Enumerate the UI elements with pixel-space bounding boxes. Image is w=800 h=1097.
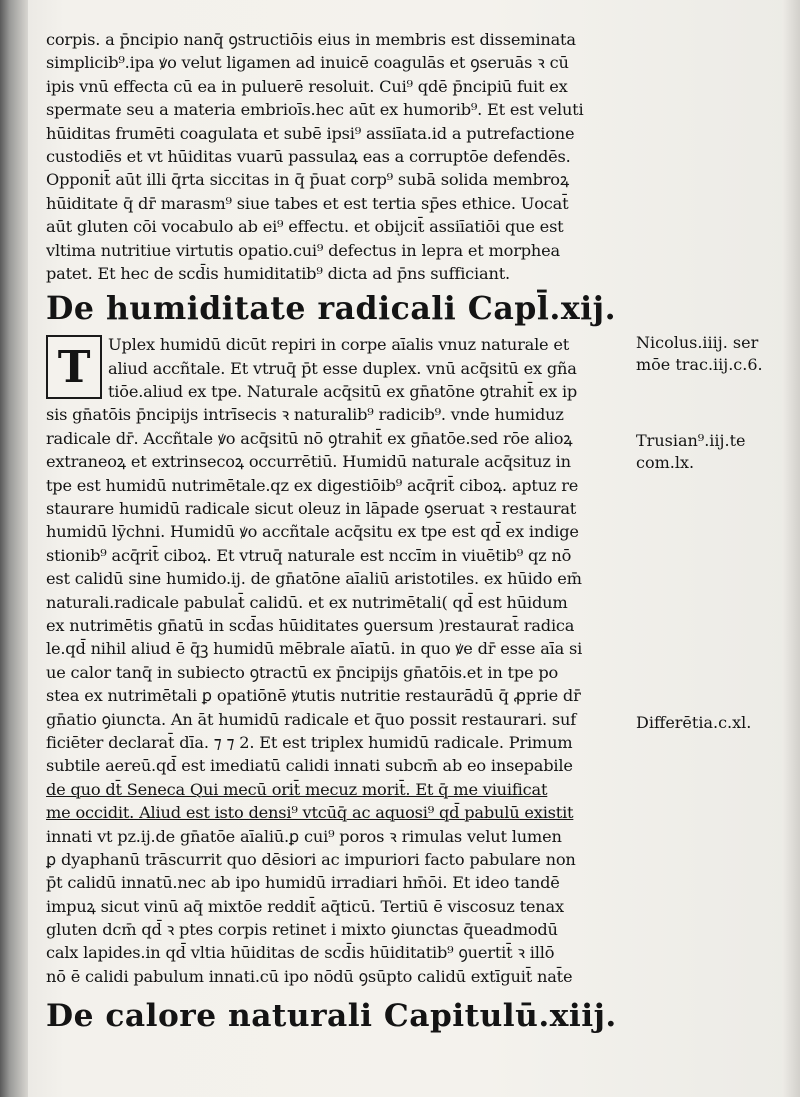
- body-line: impuꝝ sicut vinū aq̄ mixtōe reddit̄ aq̄ticū. Tertiū ē viscosuz tenax: [46, 896, 564, 916]
- body-line: sis gn̄atōis p̄ncipijs intrīsecis ꝛ naturalib⁹ radicib⁹. vnde humiduz: [46, 405, 564, 425]
- body-line: me occidit. Aliud est isto densi⁹ vtcūq̄ ac aquosi⁹ qd̄ pabulū existit: [46, 803, 574, 823]
- margin-note-line: Differētia.c.xl.: [636, 713, 752, 732]
- body-line: extraneoꝝ et extrinsecoꝝ occurrētiū. Humidū naturale acq̄situz in: [46, 452, 571, 472]
- chapter-body: [46, 333, 626, 988]
- body-line: stionib⁹ acq̄rit̄ ciboꝝ. Et vtruq̄ naturale est nccīm in viuētib⁹ qz nō: [46, 545, 572, 565]
- page-edge-shadow: [782, 0, 800, 1097]
- paragraph-line: corpis. a p̄ncipio nanq̄ ꝯstructiōis eius in membris est disseminata: [46, 30, 576, 49]
- paragraph-line: hūiditas frumēti coagulata et subē ipsi⁹ assiīata.id a putrefactione: [46, 123, 575, 143]
- body-line: ꝑ dyaphanū trāscurrit quo dēsiori ac impuriori facto pabulare non: [46, 849, 576, 869]
- paragraph-line: spermate seu a materia embrioīs.hec aūt ex humorib⁹. Et est veluti: [46, 100, 584, 120]
- body-line: radicale dr̄. Accñtale ꝟo acq̄sitū nō ꝯtrahit̄ ex gn̄atōe.sed rōe alioꝝ: [46, 428, 573, 448]
- body-line: Uplex humidū dicūt repiri in corpe aīalis vnuz naturale et: [108, 335, 570, 355]
- body-line: gluten dcm̄ qd̄ ꝛ ptes corpis retinet i mixto ꝯiunctas q̄ueadmodū: [46, 920, 558, 940]
- paragraph-top: [46, 28, 626, 285]
- paragraph-line: aūt gluten cōi vocabulo ab ei⁹ effectu. et obijcit̄ assiīatiōi que est: [46, 217, 564, 237]
- body-line: subtile aereū.qd̄ est imediatū calidi innati subcm̄ ab eo insepabile: [46, 756, 573, 776]
- body-line: p̄t calidū innatū.nec ab ipo humidū irradiari hm̄ōi. Et ideo tandē: [46, 873, 560, 893]
- paragraph-line: ipis vnū effecta cū ea in puluerē resoluit. Cui⁹ qdē p̄ncipiū fuit ex: [46, 76, 568, 96]
- paragraph-line: patet. Et hec de scd̄is humiditatib⁹ dicta ad p̄ns sufficiant.: [46, 263, 510, 283]
- body-line: aliud accñtale. Et vtruq̄ p̄t esse duplex. vnū acq̄sitū ex gña: [108, 358, 577, 378]
- margin-note-line: Nicolus.iiij. ser: [636, 333, 759, 352]
- body-line: ue calor tanq̄ in subiecto ꝯtractū ex p̄ncipijs gn̄atōis.et in tpe po: [46, 662, 559, 682]
- initial-letter: T: [46, 335, 102, 399]
- margin-note-differentia: [636, 712, 796, 734]
- body-line: tiōe.aliud ex tpe. Naturale acq̄sitū ex gn̄atōne ꝯtrahit̄ ex ip: [108, 382, 578, 402]
- body-line: stea ex nutrimētali ꝑ opatiōnē ꝟtutis nutritie restaurādū q̄ ꝓprie dr̄: [46, 686, 581, 706]
- paragraph-line: custodiēs et vt hūiditas vuarū passulaꝝ eas a corruptōe defendēs.: [46, 146, 571, 166]
- body-line: ficiēter declarat̄ dīa. ⁊ ⁊ 2. Et est triplex humidū radicale. Primum: [46, 732, 573, 752]
- paragraph-line: vltima nutritiue virtutis opatio.cui⁹ defectus in lepra et morphea: [46, 240, 560, 260]
- body-line: humidū lȳchni. Humidū ꝟo accñtale acq̄situ ex tpe est qd̄ ex indige: [46, 522, 579, 542]
- margin-note-trusianus: [636, 430, 796, 474]
- paragraph-line: simplicib⁹.ipa ꝟo velut ligamen ad inuicē coagulās et ꝯseruās ꝛ cū: [46, 53, 569, 73]
- chapter-heading-xii: De humiditate radicali Capl̄.xij.: [46, 290, 617, 328]
- body-line: le.qd̄ nihil aliud ē q̄ꝫ humidū mēbrale aīatū. in quo ꝟe dr̄ esse aīa si: [46, 639, 583, 659]
- body-line: de quo dt̄ Seneca Qui mecū orit̄ mecuz morit̄. Et q̄ me viuificat: [46, 779, 548, 799]
- body-line: gn̄atio ꝯiuncta. An āt humidū radicale et q̄uo possit restaurari. suf: [46, 709, 577, 729]
- margin-note-line: com.lx.: [636, 453, 695, 472]
- body-line: tpe est humidū nutrimētale.qz ex digestiōib⁹ acq̄rit̄ ciboꝝ. aptuz re: [46, 475, 579, 495]
- body-line: naturali.radicale pabulat̄ calidū. et ex nutrimētali( qd̄ est hūidum: [46, 592, 568, 612]
- margin-note-line: mōe trac.iij.c.6.: [636, 355, 763, 374]
- chapter-heading-xiii: De calore naturali Capitulū.xiij.: [46, 998, 617, 1035]
- body-line: staurare humidū radicale sicut oleuz in lāpade ꝯseruat ꝛ restaurat: [46, 499, 577, 519]
- text-column: [46, 28, 626, 1038]
- facing-page-edge: [0, 0, 28, 1097]
- body-line: est calidū sine humido.ij. de gn̄atōne aīaliū aristotiles. ex hūido em̄: [46, 569, 582, 589]
- margin-note-nicolus: [636, 332, 796, 376]
- margin-note-line: Trusian⁹.iij.te: [636, 431, 746, 450]
- body-line: calx lapides.in qd̄ vltia hūiditas de scd̄is hūiditatib⁹ ꝯuertit̄ ꝛ illō: [46, 943, 555, 963]
- body-line: innati vt pz.ij.de gn̄atōe aīaliū.ꝑ cui⁹ poros ꝛ rimulas velut lumen: [46, 826, 562, 846]
- paragraph-line: Opponit̄ aūt illi q̄rta siccitas in q̄ p̄uat corp⁹ subā solida membroꝝ: [46, 170, 570, 190]
- body-line: ex nutrimētis gn̄atū in scd̄as hūiditates ꝯuersum )restaurat̄ radica: [46, 615, 575, 635]
- paragraph-line: hūiditate q̄ dr̄ marasm⁹ siue tabes et est tertia sp̄es ethice. Uocat̄: [46, 193, 569, 213]
- body-line: nō ē calidi pabulum innati.cū ipo nōdū ꝯsūpto calidū extīguit̄ nat̄e: [46, 966, 573, 986]
